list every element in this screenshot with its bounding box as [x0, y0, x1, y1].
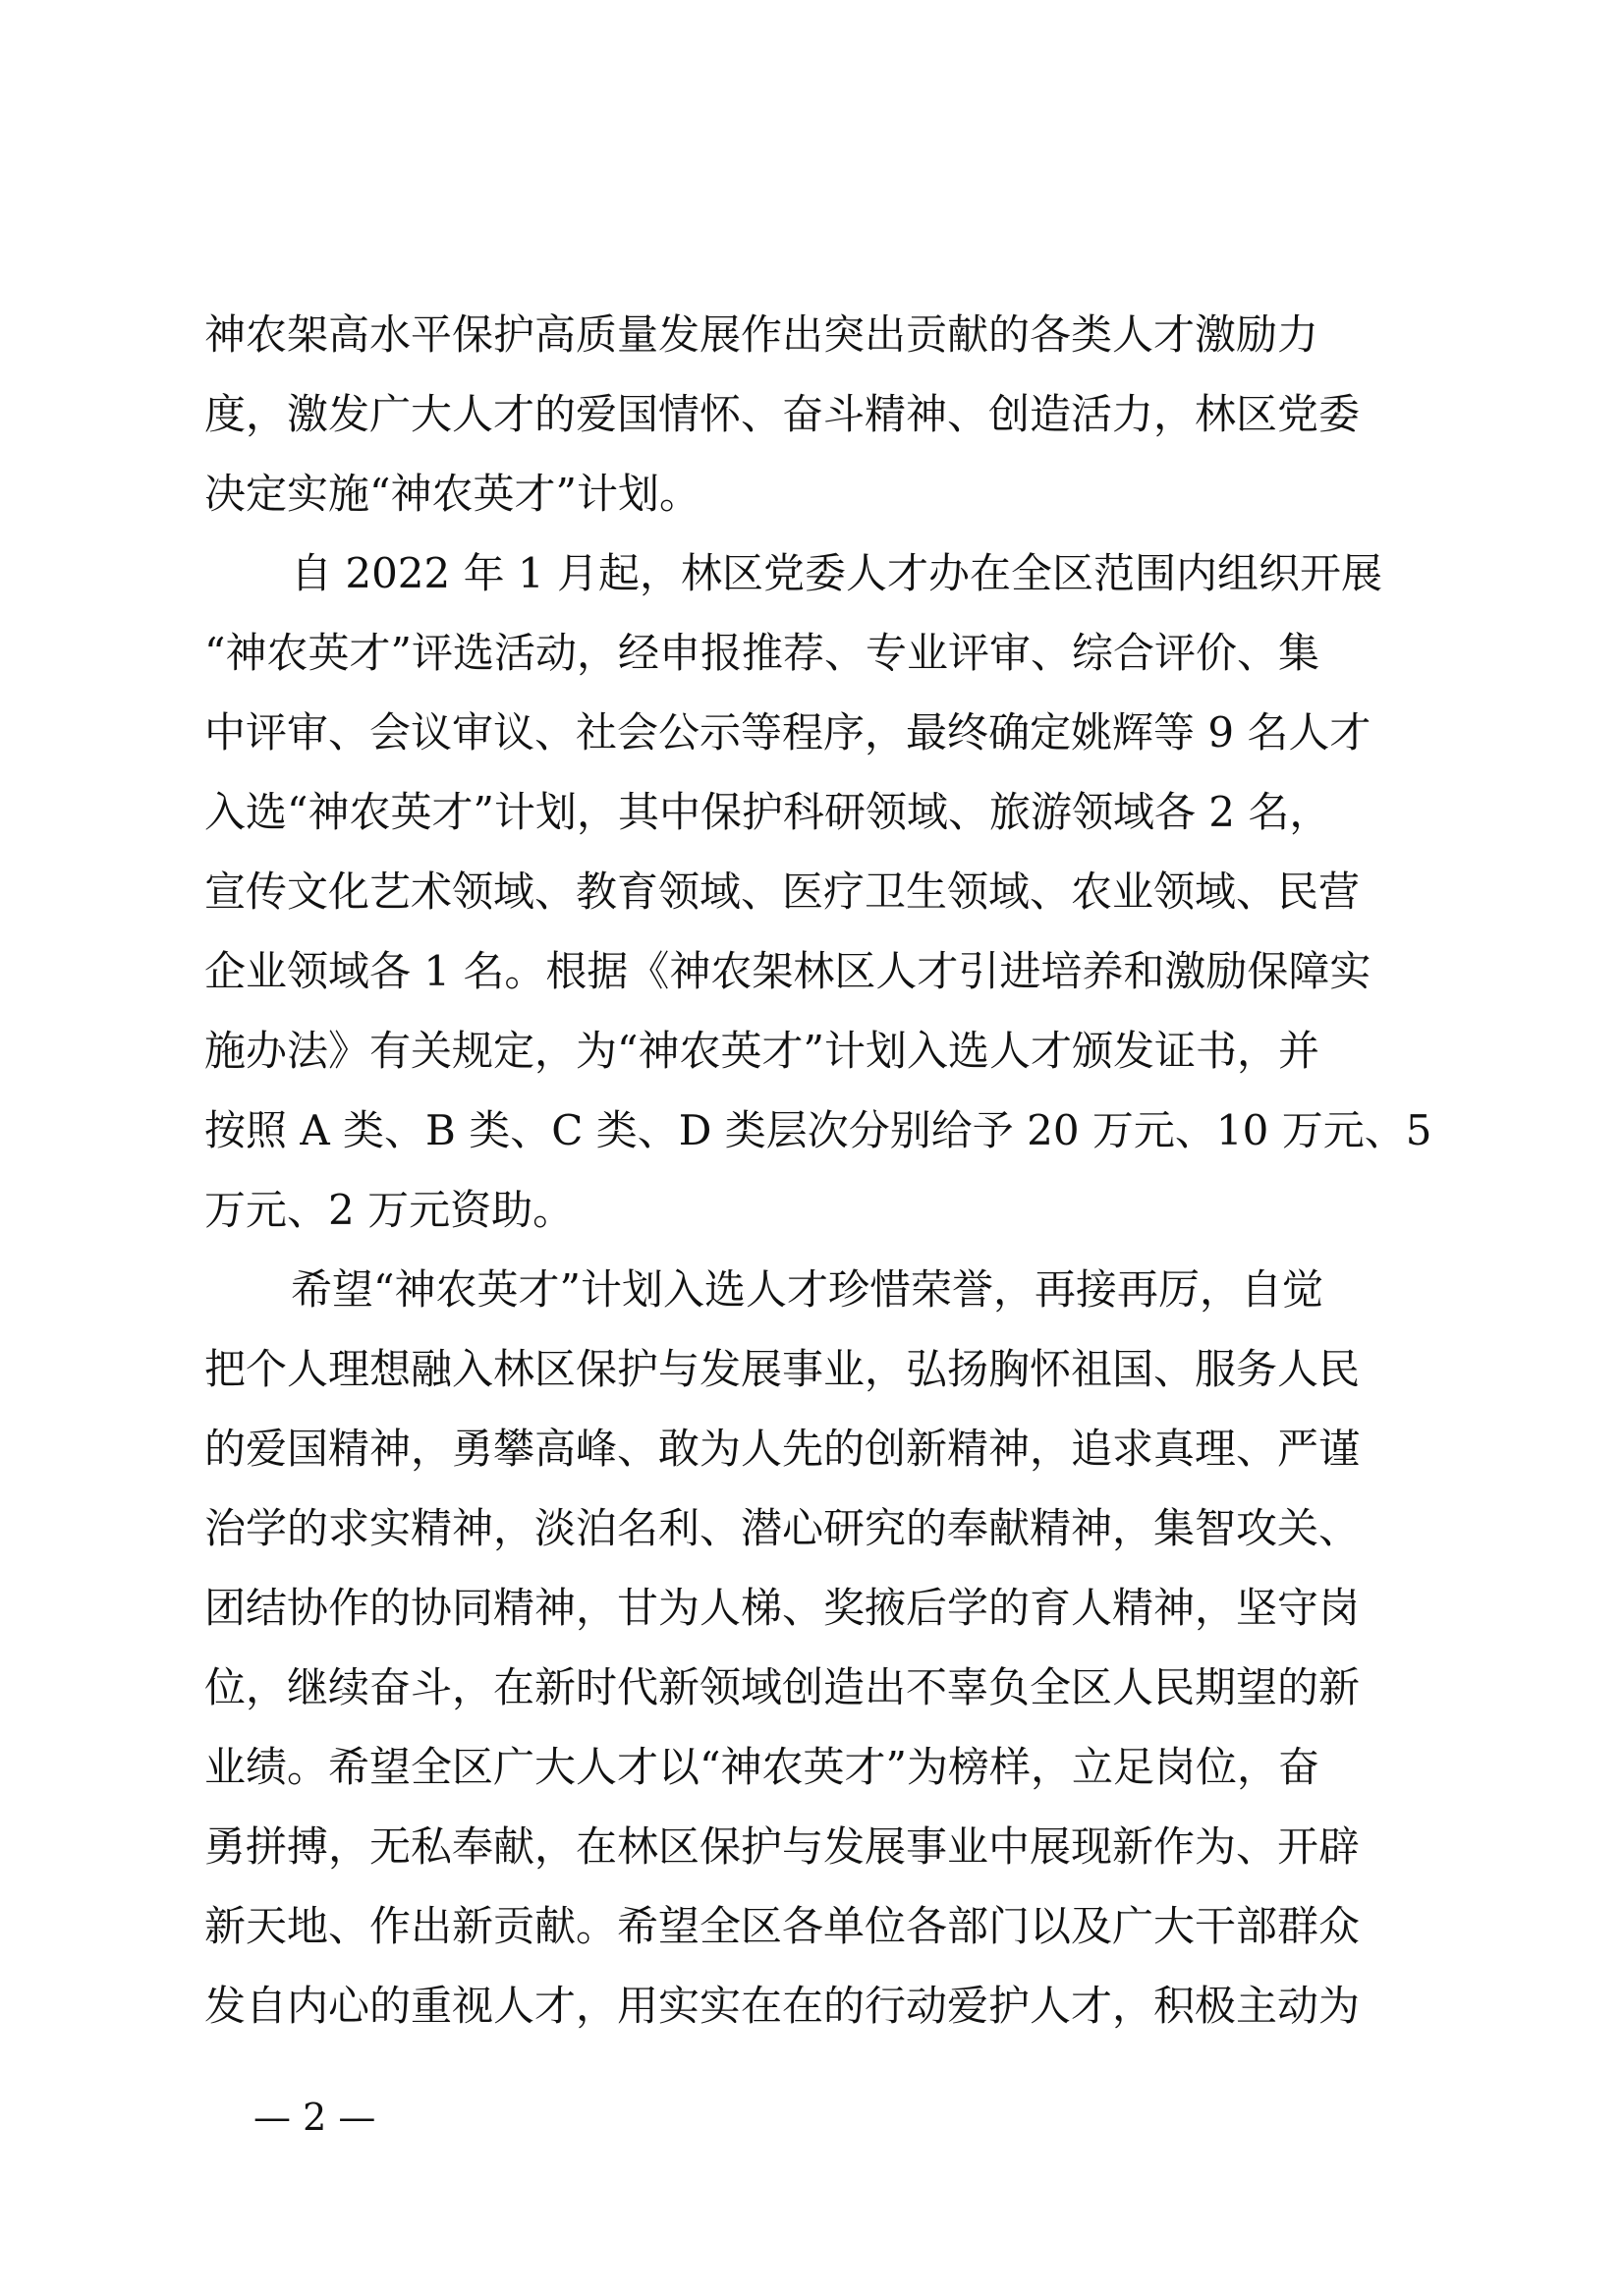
text-line: 神农架高水平保护高质量发展作出突出贡献的各类人才激励力 — [204, 310, 1319, 359]
text-line: 业绩。希望全区广大人才以“神农英才”为榜样，立足岗位，奋 — [204, 1743, 1319, 1791]
text-line: 施办法》有关规定，为“神农英才”计划入选人才颁发证书，并 — [204, 1027, 1319, 1075]
text-line: 新天地、作出新贡献。希望全区各单位各部门以及广大干部群众 — [204, 1902, 1361, 1950]
text-line: 万元、2 万元资助。 — [204, 1186, 575, 1234]
text-line: 位，继续奋斗，在新时代新领域创造出不辜负全区人民期望的新 — [204, 1663, 1361, 1711]
text-line: 治学的求实精神，淡泊名利、潜心研究的奉献精神，集智攻关、 — [204, 1504, 1361, 1552]
text-line: 希望“神农英才”计划入选人才珍惜荣誉，再接再厉，自觉 — [291, 1265, 1323, 1314]
body-text — [204, 295, 1432, 2045]
text-line: 决定实施“神农英才”计划。 — [204, 470, 700, 518]
text-line: 度，激发广大人才的爱国情怀、奋斗精神、创造活力，林区党委 — [204, 390, 1361, 438]
text-line: 宣传文化艺术领域、教育领域、医疗卫生领域、农业领域、民营 — [204, 868, 1361, 916]
text-line: 自 2022 年 1 月起，林区党委人才办在全区范围内组织开展 — [291, 549, 1383, 597]
text-line: 企业领域各 1 名。根据《神农架林区人才引进培养和激励保障实 — [204, 947, 1371, 995]
text-line: 的爱国精神，勇攀高峰、敢为人先的创新精神，追求真理、严谨 — [204, 1425, 1361, 1473]
text-line: 团结协作的协同精神，甘为人梯、奖掖后学的育人精神，坚守岗 — [204, 1584, 1361, 1632]
page-number: — 2 — — [253, 2096, 376, 2139]
text-line: 勇拼搏，无私奉献，在林区保护与发展事业中展现新作为、开辟 — [204, 1822, 1361, 1871]
text-line: 入选“神农英才”计划，其中保护科研领域、旅游领域各 2 名， — [204, 788, 1331, 836]
text-line: 把个人理想融入林区保护与发展事业，弘扬胸怀祖国、服务人民 — [204, 1345, 1361, 1393]
text-line: “神农英才”评选活动，经申报推荐、专业评审、综合评价、集 — [204, 629, 1319, 677]
text-line: 按照 A 类、B 类、C 类、D 类层次分别给予 20 万元、10 万元、5 — [204, 1106, 1432, 1154]
text-line: 发自内心的重视人才，用实实在在的行动爱护人才，积极主动为 — [204, 1982, 1361, 2030]
text-line: 中评审、会议审议、社会公示等程序，最终确定姚辉等 9 名人才 — [204, 708, 1371, 756]
